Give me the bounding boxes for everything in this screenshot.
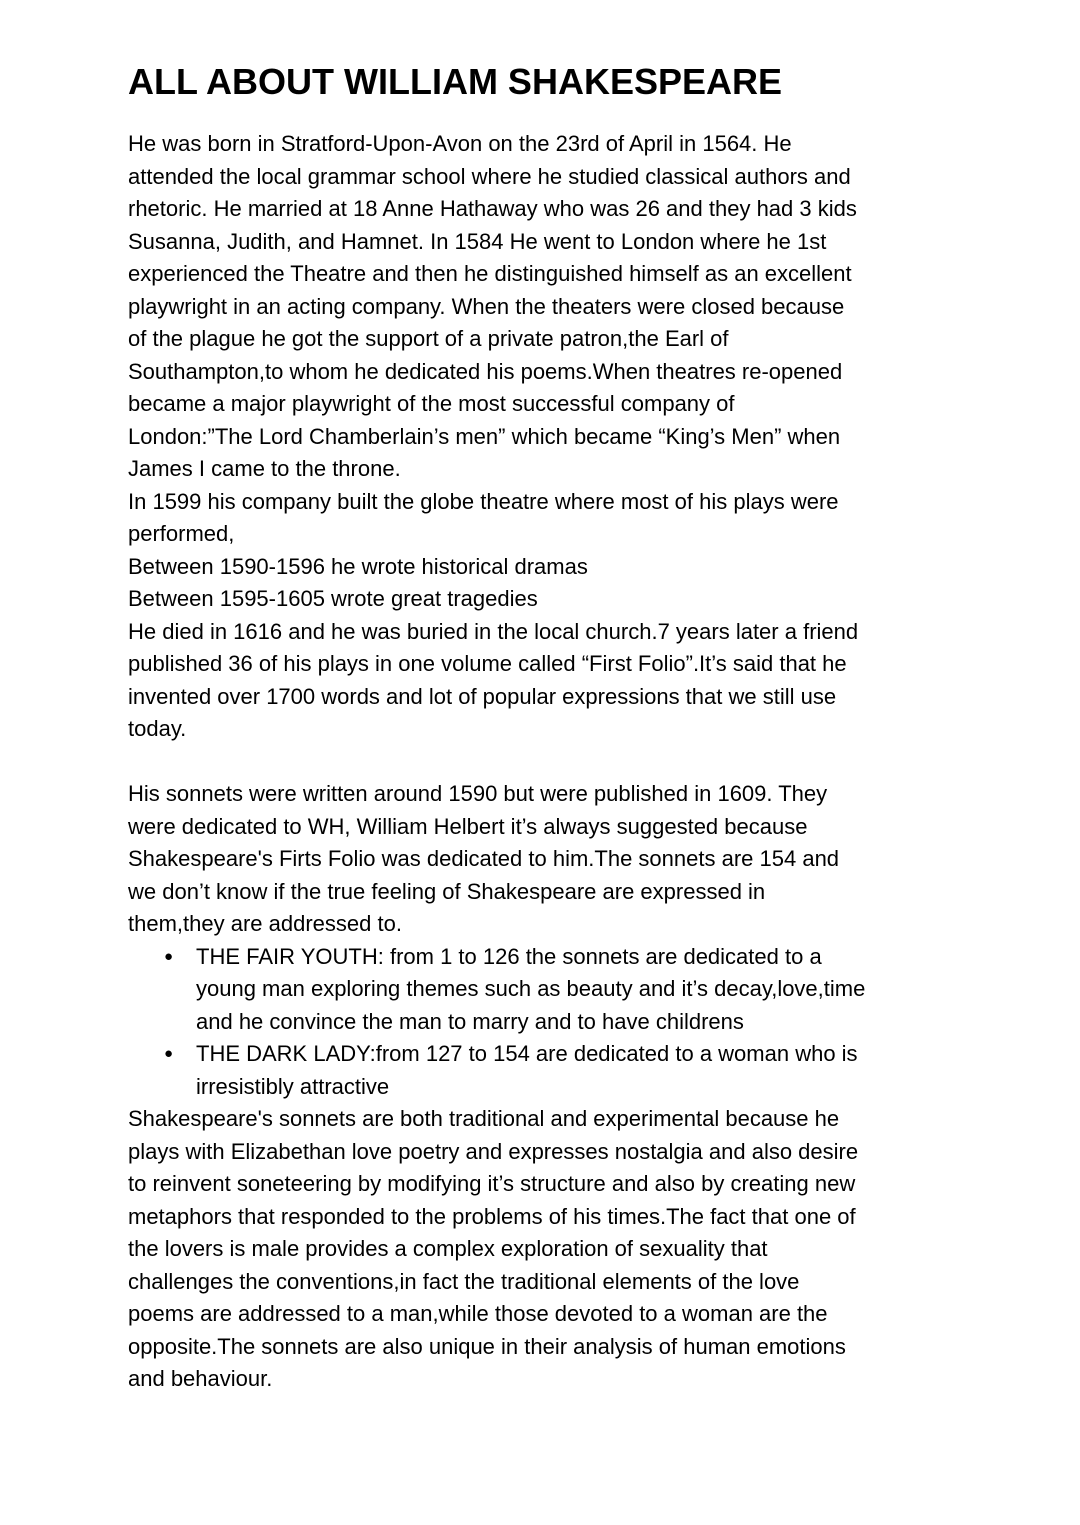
text-line: London:”The Lord Chamberlain’s men” which became “King’s Men” when xyxy=(128,423,841,449)
bullet-icon: ● xyxy=(164,947,174,965)
text-line: invented over 1700 words and lot of popular expressions that we still use xyxy=(128,683,837,709)
text-line: His sonnets were written around 1590 but were published in 1609. They xyxy=(128,781,828,806)
text-line: challenges the conventions,in fact the traditional elements of the love xyxy=(128,1268,800,1294)
text-line: Shakespeare's Firts Folio was dedicated to him.The sonnets are 154 and xyxy=(128,846,840,871)
document-content xyxy=(128,60,958,1391)
page-title: ALL ABOUT WILLIAM SHAKESPEARE xyxy=(128,61,782,102)
text-line: we don’t know if the true feeling of Shakespeare are expressed in xyxy=(128,878,766,904)
bullet-text: THE DARK LADY:from 127 to 154 are dedicated to a woman who is xyxy=(196,1041,858,1066)
text-line: irresistibly attractive xyxy=(196,1073,390,1099)
text-line: opposite.The sonnets are also unique in their analysis of human emotions xyxy=(128,1333,846,1359)
text-line: Between 1595-1605 wrote great tragedies xyxy=(128,586,538,611)
text-line xyxy=(128,746,958,779)
text-line: James I came to the throne. xyxy=(128,456,401,481)
text-line: today. xyxy=(128,716,187,741)
text-line: were dedicated to WH, William Helbert it’s always suggested because xyxy=(128,813,808,839)
bullet-icon: ● xyxy=(164,1045,174,1062)
text-line: He was born in Stratford-Upon-Avon on the 23rd of April in 1564. He xyxy=(128,131,792,156)
text-line: of the plague he got the support of a private patron,the Earl of xyxy=(128,326,729,351)
text-line: metaphors that responded to the problems of his times.The fact that one of xyxy=(128,1203,856,1229)
text-line: Southampton,to whom he dedicated his poems.When theatres re-opened xyxy=(128,358,843,384)
text-line: poems are addressed to a man,while those devoted to a woman are the xyxy=(128,1301,828,1326)
text-line: attended the local grammar school where he studied classical authors and xyxy=(128,163,851,189)
text-line: plays with Elizabethan love poetry and expresses nostalgia and also desire xyxy=(128,1138,859,1164)
text-line: and behaviour. xyxy=(128,1366,273,1391)
text-line: experienced the Theatre and then he distinguished himself as an excellent xyxy=(128,261,852,286)
text-line: rhetoric. He married at 18 Anne Hathaway who was 26 and they had 3 kids xyxy=(128,196,857,221)
text-line: them,they are addressed to. xyxy=(128,911,402,936)
text-line: became a major playwright of the most successful company of xyxy=(128,391,735,416)
bullet-list-item xyxy=(128,941,958,974)
bullet-list-item xyxy=(128,1038,958,1071)
text-line: young man exploring themes such as beauty and it’s decay,love,time xyxy=(196,976,866,1001)
text-line: Susanna, Judith, and Hamnet. In 1584 He went to London where he 1st xyxy=(128,228,827,254)
text-line: He died in 1616 and he was buried in the local church.7 years later a friend xyxy=(128,618,859,644)
text-line: performed, xyxy=(128,521,235,546)
text-line: published 36 of his plays in one volume called “First Folio”.It’s said that he xyxy=(128,651,847,676)
text-line: to reinvent soneteering by modifying it’s structure and also by creating new xyxy=(128,1171,856,1196)
text-line: In 1599 his company built the globe theatre where most of his plays were xyxy=(128,488,839,514)
document-body-text xyxy=(128,128,958,1396)
text-line: the lovers is male provides a complex exploration of sexuality that xyxy=(128,1236,768,1261)
text-line: Between 1590-1596 he wrote historical dramas xyxy=(128,553,588,579)
text-line: Shakespeare's sonnets are both traditional and experimental because he xyxy=(128,1106,840,1131)
text-line: and he convince the man to marry and to have childrens xyxy=(196,1008,744,1034)
bullet-text: THE FAIR YOUTH: from 1 to 126 the sonnets are dedicated to a xyxy=(196,943,822,969)
text-line: playwright in an acting company. When the theaters were closed because xyxy=(128,293,845,319)
